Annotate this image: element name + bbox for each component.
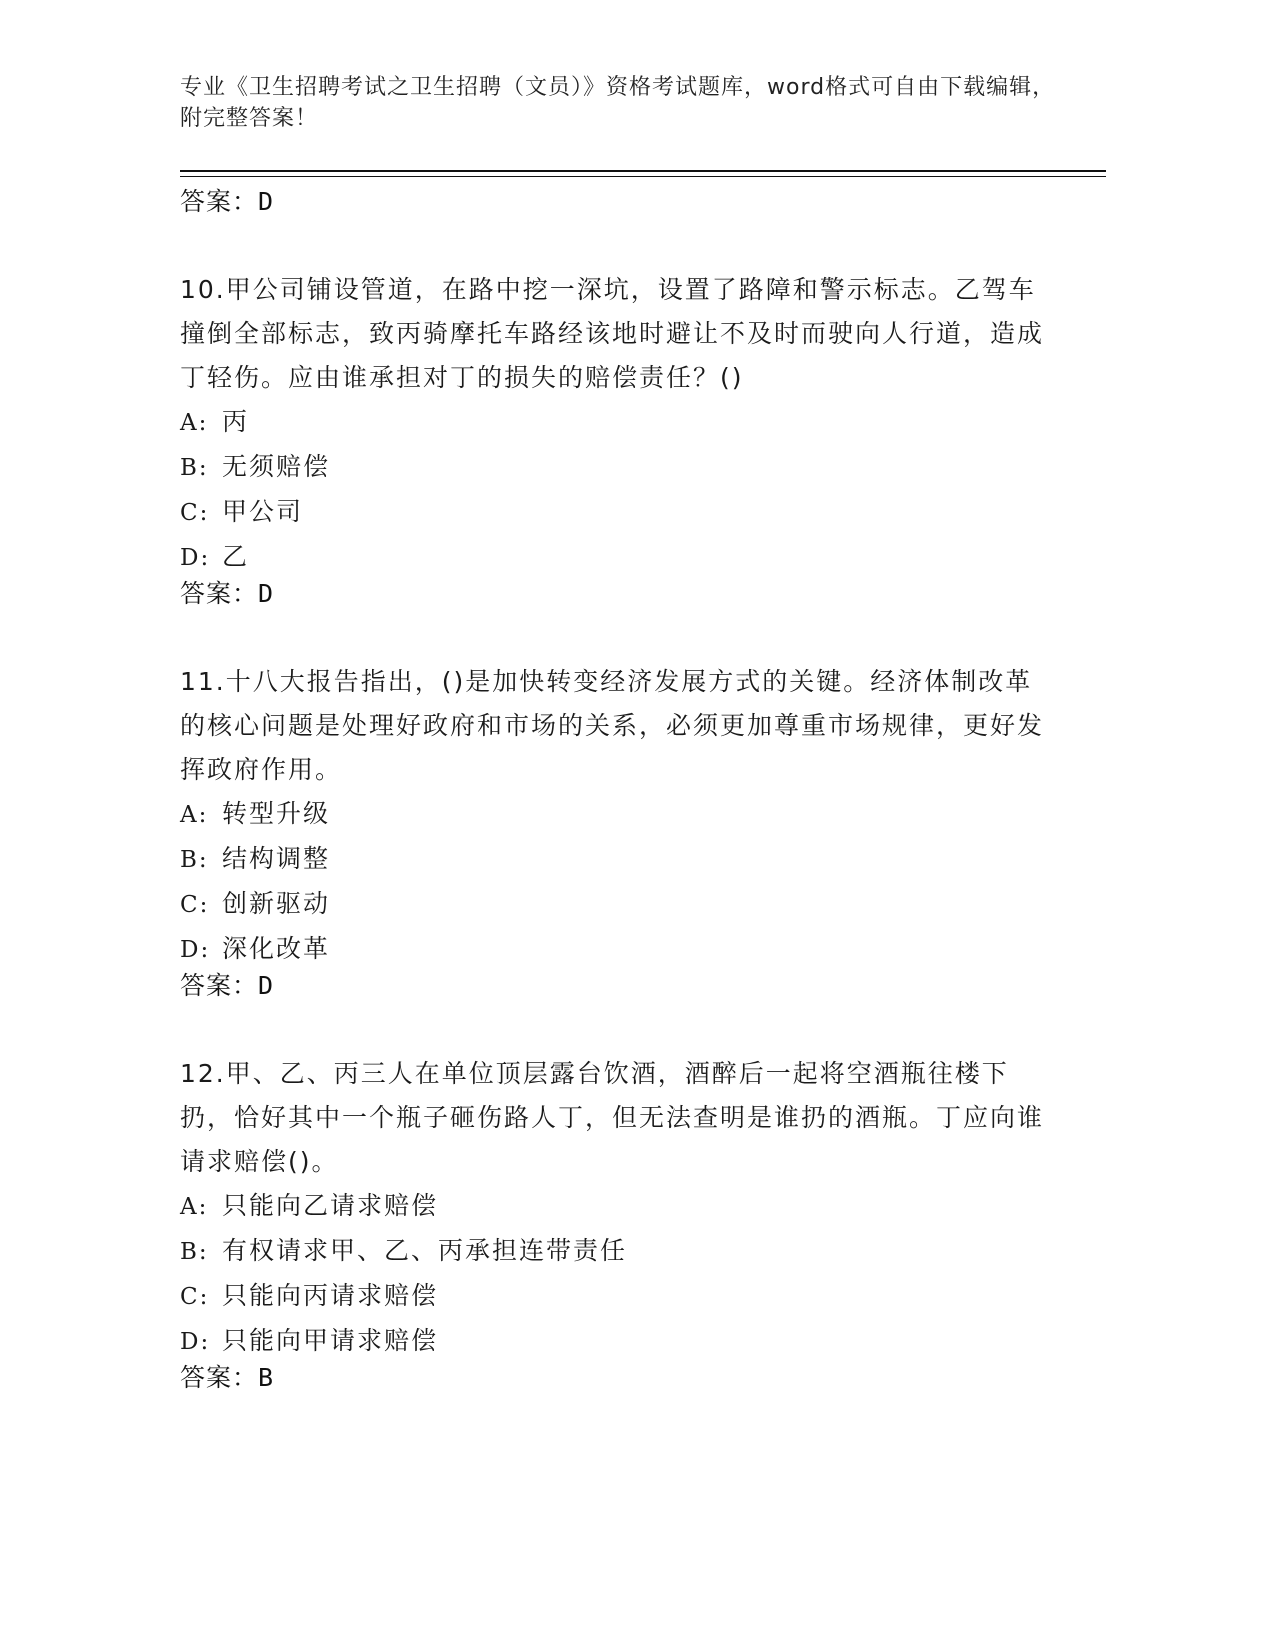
- header-text: 专业《卫生招聘考试之卫生招聘（文员）》资格考试题库，word格式可自由下载编辑，附完整答案！: [180, 75, 1056, 131]
- option-text: 无须赔偿: [222, 452, 331, 481]
- option-a: [180, 792, 1050, 837]
- option-text: 丙: [222, 407, 250, 436]
- question-text: 10.甲公司铺设管道，在路中挖一深坑，设置了路障和警示标志。乙驾车撞倒全部标志，致丙骑摩托车路经该地时避让不及时而驶向人行道，造成丁轻伤。应由谁承担对丁的损失的赔偿责任？(): [180, 275, 1045, 392]
- option-text: 乙: [222, 542, 250, 571]
- answer-value: B: [258, 1363, 275, 1392]
- question-10: [180, 268, 1050, 580]
- option-text: 结构调整: [222, 844, 331, 873]
- option-key: D:: [180, 937, 211, 963]
- option-d: [180, 535, 1050, 580]
- option-key: B:: [180, 1239, 209, 1265]
- option-a: [180, 400, 1050, 445]
- option-text: 深化改革: [222, 934, 331, 963]
- header-divider-thin: [180, 176, 1106, 177]
- option-key: A:: [180, 1194, 209, 1220]
- header-divider: [180, 170, 1106, 172]
- option-text: 有权请求甲、乙、丙承担连带责任: [222, 1236, 628, 1265]
- option-key: C:: [180, 1284, 210, 1310]
- question-text: 12.甲、乙、丙三人在单位顶层露台饮酒，酒醉后一起将空酒瓶往楼下扔，恰好其中一个瓶子砸伤路人丁，但无法查明是谁扔的酒瓶。丁应向谁请求赔偿()。: [180, 1059, 1045, 1176]
- answer-value: D: [258, 971, 275, 1000]
- option-b: [180, 1229, 1050, 1274]
- option-key: C:: [180, 892, 210, 918]
- option-key: D:: [180, 1329, 211, 1355]
- answer-line: [180, 576, 274, 612]
- answer-label: 答案：: [180, 579, 259, 608]
- option-key: A:: [180, 410, 209, 436]
- answer-label: 答案：: [180, 971, 259, 1000]
- question-text: 11.十八大报告指出，()是加快转变经济发展方式的关键。经济体制改革的核心问题是处理好政府和市场的关系，必须更加尊重市场规律，更好发挥政府作用。: [180, 667, 1045, 784]
- question-11: [180, 660, 1050, 972]
- page-header: [180, 72, 1060, 134]
- answer-line: [180, 1360, 274, 1396]
- question-12: [180, 1052, 1050, 1364]
- option-list: [180, 1184, 1050, 1364]
- option-key: A:: [180, 802, 209, 828]
- answer-value: D: [258, 579, 275, 608]
- option-c: [180, 490, 1050, 535]
- option-text: 创新驱动: [222, 889, 331, 918]
- option-d: [180, 927, 1050, 972]
- option-list: [180, 400, 1050, 580]
- option-b: [180, 837, 1050, 882]
- answer-label: 答案：: [180, 187, 259, 216]
- option-a: [180, 1184, 1050, 1229]
- option-key: B:: [180, 455, 209, 481]
- option-b: [180, 445, 1050, 490]
- option-list: [180, 792, 1050, 972]
- option-text: 只能向乙请求赔偿: [222, 1191, 439, 1220]
- option-text: 只能向丙请求赔偿: [222, 1281, 439, 1310]
- option-text: 转型升级: [222, 799, 331, 828]
- answer-line: [180, 968, 274, 1004]
- option-text: 甲公司: [222, 497, 304, 526]
- option-c: [180, 1274, 1050, 1319]
- option-d: [180, 1319, 1050, 1364]
- answer-line: [180, 184, 274, 220]
- option-key: B:: [180, 847, 209, 873]
- option-text: 只能向甲请求赔偿: [222, 1326, 439, 1355]
- answer-value: D: [258, 187, 275, 216]
- answer-label: 答案：: [180, 1363, 259, 1392]
- option-key: D:: [180, 545, 211, 571]
- option-c: [180, 882, 1050, 927]
- option-key: C:: [180, 500, 210, 526]
